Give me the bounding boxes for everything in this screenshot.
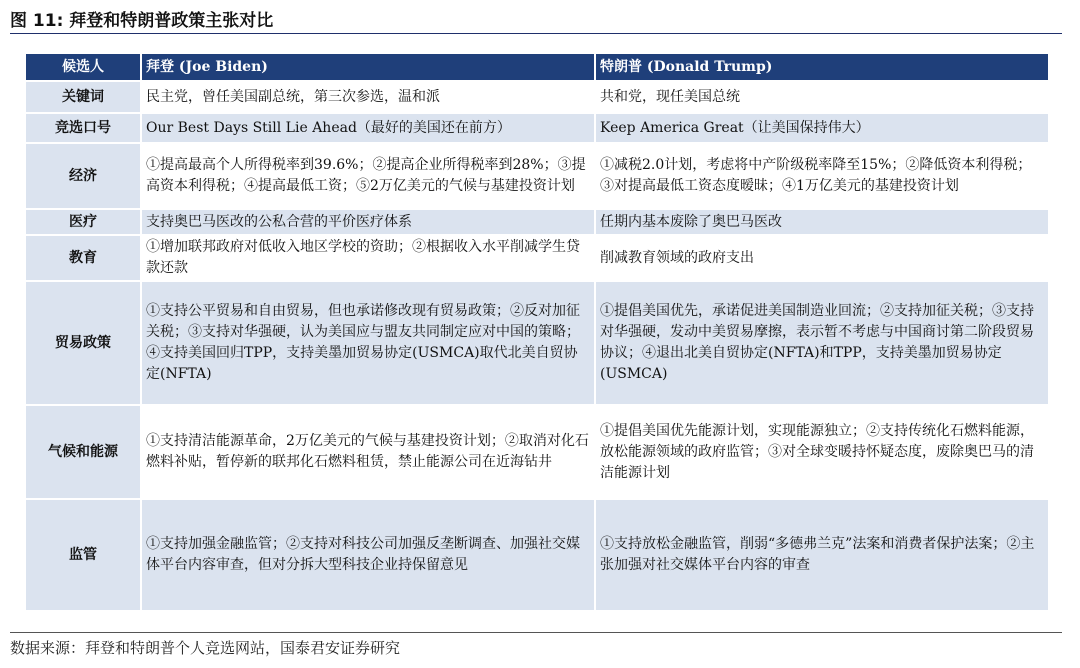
trump-cell: ①减税2.0计划，考虑将中产阶级税率降至15%；②降低资本利得税；③对提高最低工资态度暧昧；④1万亿美元的基建投资计划 — [596, 144, 1048, 210]
source-note: 数据来源：拜登和特朗普个人竞选网站，国泰君安证券研究 — [10, 639, 401, 657]
biden-cell: ①支持公平贸易和自由贸易，但也承诺修改现有贸易政策；②反对加征关税；③支持对华强硬，认为美国应与盟友共同制定应对中国的策略；④支持美国回归TPP，支持美墨加贸易协定(USMCA)取代北美自贸协定(NFTA) — [142, 282, 594, 406]
header-row — [26, 54, 1048, 82]
biden-cell: Our Best Days Still Lie Ahead（最好的美国还在前方） — [142, 114, 594, 144]
row-label: 关键词 — [26, 82, 140, 114]
table-row — [26, 500, 1048, 612]
trump-cell: 削减教育领域的政府支出 — [596, 236, 1048, 282]
trump-cell: Keep America Great（让美国保持伟大） — [596, 114, 1048, 144]
row-label: 监管 — [26, 500, 140, 612]
biden-cell: 民主党，曾任美国副总统，第三次参选，温和派 — [142, 82, 594, 114]
comparison-table — [24, 54, 1050, 612]
header-trump: 特朗普 (Donald Trump) — [596, 54, 1048, 82]
table-row — [26, 114, 1048, 144]
header-biden: 拜登 (Joe Biden) — [142, 54, 594, 82]
row-label: 医疗 — [26, 210, 140, 236]
trump-cell: ①支持放松金融监管，削弱“多德弗兰克”法案和消费者保护法案；②主张加强对社交媒体平台内容的审查 — [596, 500, 1048, 612]
footer-rule — [10, 632, 1062, 633]
row-label: 竞选口号 — [26, 114, 140, 144]
table-row — [26, 236, 1048, 282]
row-label: 经济 — [26, 144, 140, 210]
row-label: 气候和能源 — [26, 406, 140, 500]
table-row — [26, 210, 1048, 236]
table-row — [26, 282, 1048, 406]
table-row — [26, 406, 1048, 500]
row-label: 教育 — [26, 236, 140, 282]
figure-title: 图 11: 拜登和特朗普政策主张对比 — [10, 11, 274, 31]
trump-cell: ①提倡美国优先，承诺促进美国制造业回流；②支持加征关税；③支持对华强硬，发动中美贸易摩擦，表示暂不考虑与中国商讨第二阶段贸易协议；④退出北美自贸协定(NFTA)和TPP，支持美墨加贸易协定(USMCA) — [596, 282, 1048, 406]
trump-cell: 共和党，现任美国总统 — [596, 82, 1048, 114]
title-rule — [10, 33, 1062, 34]
table-row — [26, 144, 1048, 210]
row-label: 贸易政策 — [26, 282, 140, 406]
trump-cell: ①提倡美国优先能源计划，实现能源独立；②支持传统化石燃料能源，放松能源领域的政府监管；③对全球变暖持怀疑态度，废除奥巴马的清洁能源计划 — [596, 406, 1048, 500]
biden-cell: ①支持清洁能源革命，2万亿美元的气候与基建投资计划；②取消对化石燃料补贴，暂停新的联邦化石燃料租赁，禁止能源公司在近海钻井 — [142, 406, 594, 500]
table-row — [26, 82, 1048, 114]
biden-cell: ①支持加强金融监管；②支持对科技公司加强反垄断调查、加强社交媒体平台内容审查，但对分拆大型科技企业持保留意见 — [142, 500, 594, 612]
biden-cell: 支持奥巴马医改的公私合营的平价医疗体系 — [142, 210, 594, 236]
biden-cell: ①提高最高个人所得税率到39.6%；②提高企业所得税率到28%；③提高资本利得税；④提高最低工资；⑤2万亿美元的气候与基建投资计划 — [142, 144, 594, 210]
biden-cell: ①增加联邦政府对低收入地区学校的资助；②根据收入水平削减学生贷款还款 — [142, 236, 594, 282]
header-candidate: 候选人 — [26, 54, 140, 82]
trump-cell: 任期内基本废除了奥巴马医改 — [596, 210, 1048, 236]
